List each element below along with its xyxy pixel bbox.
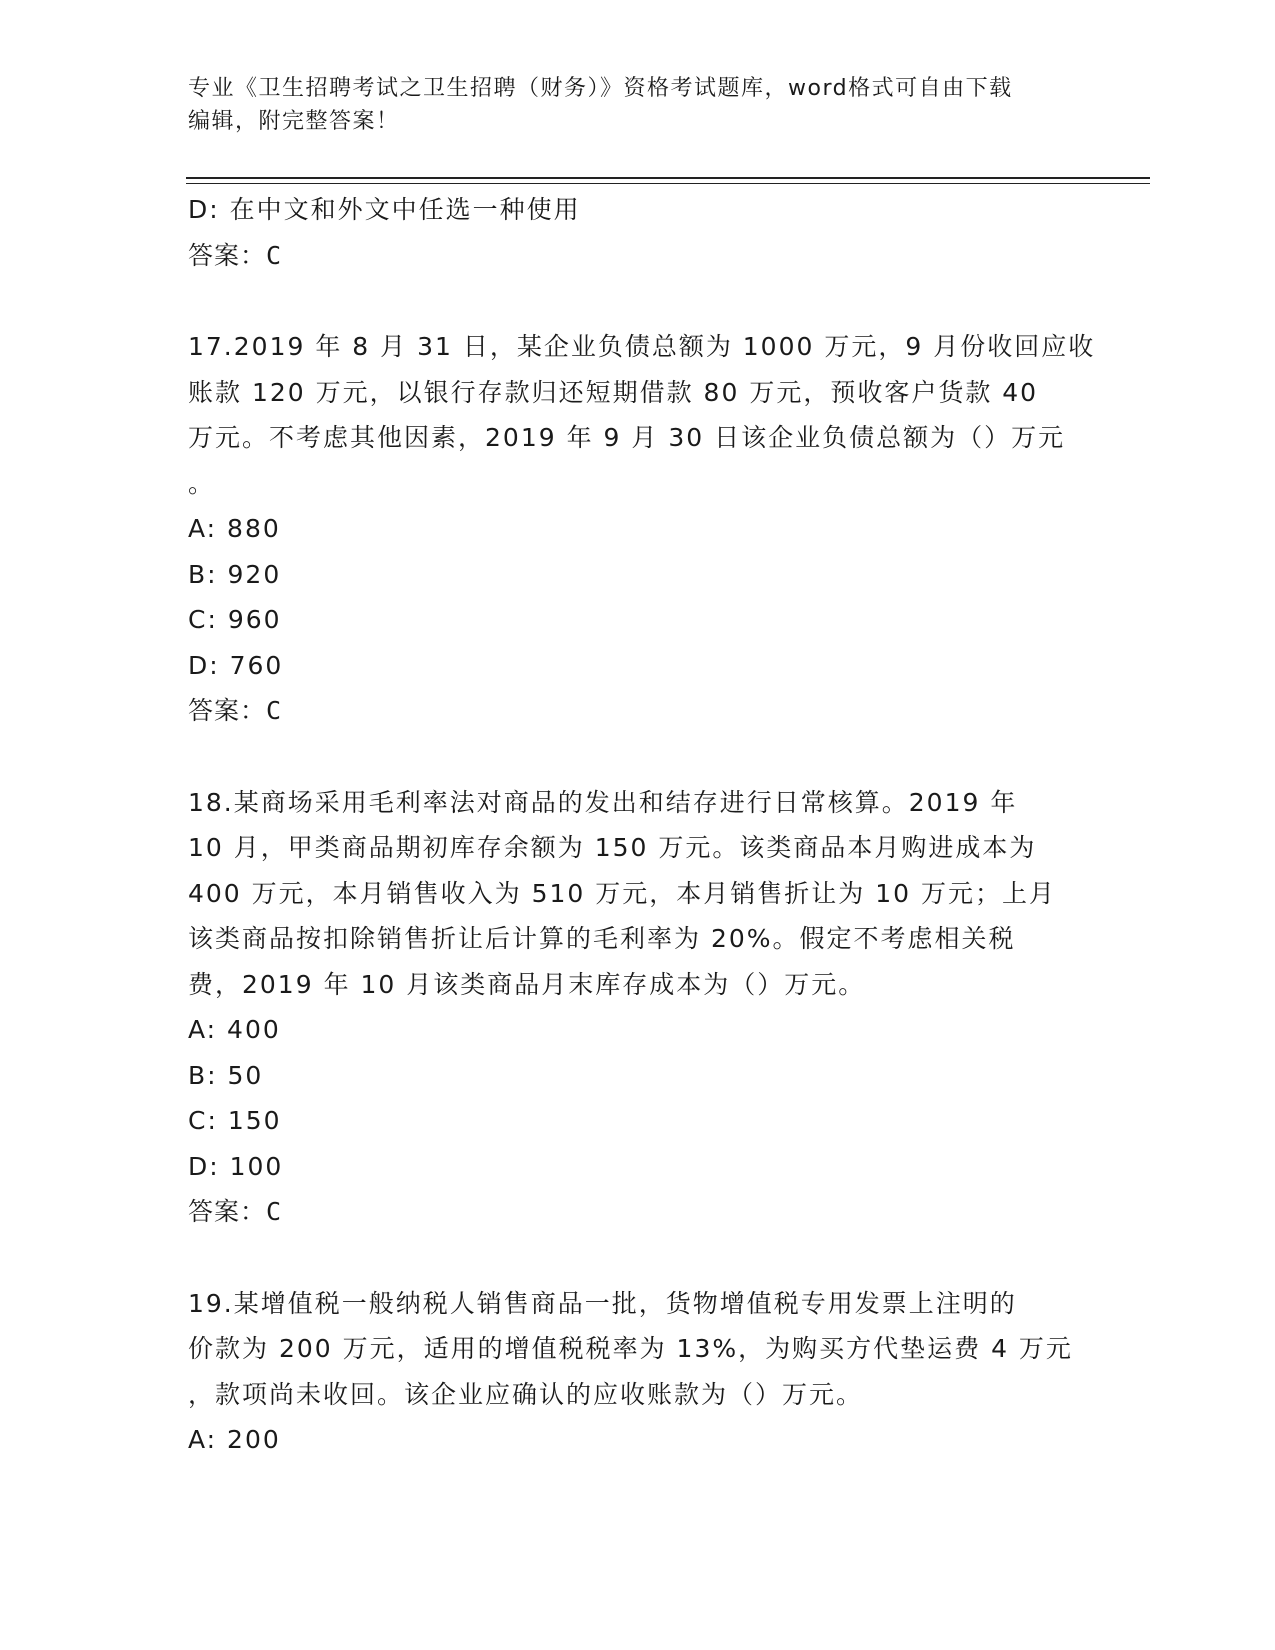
header-line-1: 专业《卫生招聘考试之卫生招聘（财务）》资格考试题库，word格式可自由下载	[188, 76, 1013, 101]
option-a: A: 200	[188, 1425, 281, 1454]
question-text-line: ，款项尚未收回。该企业应确认的应收账款为（）万元。	[188, 1379, 864, 1409]
answer-value: C	[266, 240, 283, 270]
option-d: D: 100	[188, 1151, 284, 1181]
document-header	[188, 72, 1088, 138]
answer-label: 答案：	[188, 696, 267, 725]
question-19	[188, 1281, 1088, 1463]
option-b: B: 50	[188, 1060, 264, 1090]
answer-value: C	[266, 696, 283, 725]
header-divider-thin	[186, 183, 1150, 184]
question-18	[188, 780, 1088, 1235]
option-c: C: 960	[188, 605, 282, 634]
answer	[188, 688, 1088, 734]
option-a: A: 880	[188, 514, 281, 543]
answer-label: 答案：	[188, 240, 267, 270]
header-divider-thick	[186, 177, 1150, 179]
question-text-line: 价款为 200 万元，适用的增值税税率为 13%，为购买方代垫运费 4 万元	[188, 1334, 1073, 1363]
question-text-line: 。	[188, 468, 216, 498]
question-text-line: 19.某增值税一般纳税人销售商品一批，货物增值税专用发票上注明的	[188, 1288, 1017, 1318]
answer-label: 答案：	[188, 1197, 267, 1226]
option-d: D: 760	[188, 650, 284, 680]
question-text-line: 账款 120 万元，以银行存款归还短期借款 80 万元，预收客户货款 40	[188, 377, 1039, 407]
question-text-line: 费，2019 年 10 月该类商品月末库存成本为（）万元。	[188, 969, 866, 999]
question-17	[188, 324, 1096, 734]
option-a: A: 400	[188, 1015, 281, 1044]
question-text-line: 18.某商场采用毛利率法对商品的发出和结存进行日常核算。2019 年	[188, 787, 1018, 817]
prev-answer	[188, 233, 1088, 279]
question-text-line: 该类商品按扣除销售折让后计算的毛利率为 20%。假定不考虑相关税	[188, 924, 1016, 953]
option-c: C: 150	[188, 1106, 282, 1135]
answer-value: C	[266, 1197, 283, 1226]
question-text-line: 17.2019 年 8 月 31 日，某企业负债总额为 1000 万元，9 月份收回应收	[188, 332, 1096, 361]
prev-option-d: D: 在中文和外文中任选一种使用	[188, 195, 581, 224]
answer	[188, 1189, 1088, 1235]
question-text-line: 10 月，甲类商品期初库存余额为 150 万元。该类商品本月购进成本为	[188, 833, 1037, 862]
document-body	[188, 187, 1096, 1463]
header-line-2: 编辑，附完整答案！	[188, 109, 400, 134]
question-text-line: 万元。不考虑其他因素，2019 年 9 月 30 日该企业负债总额为（）万元	[188, 423, 1066, 452]
question-text-line: 400 万元，本月销售收入为 510 万元，本月销售折让为 10 万元；上月	[188, 878, 1056, 908]
option-b: B: 920	[188, 559, 282, 589]
